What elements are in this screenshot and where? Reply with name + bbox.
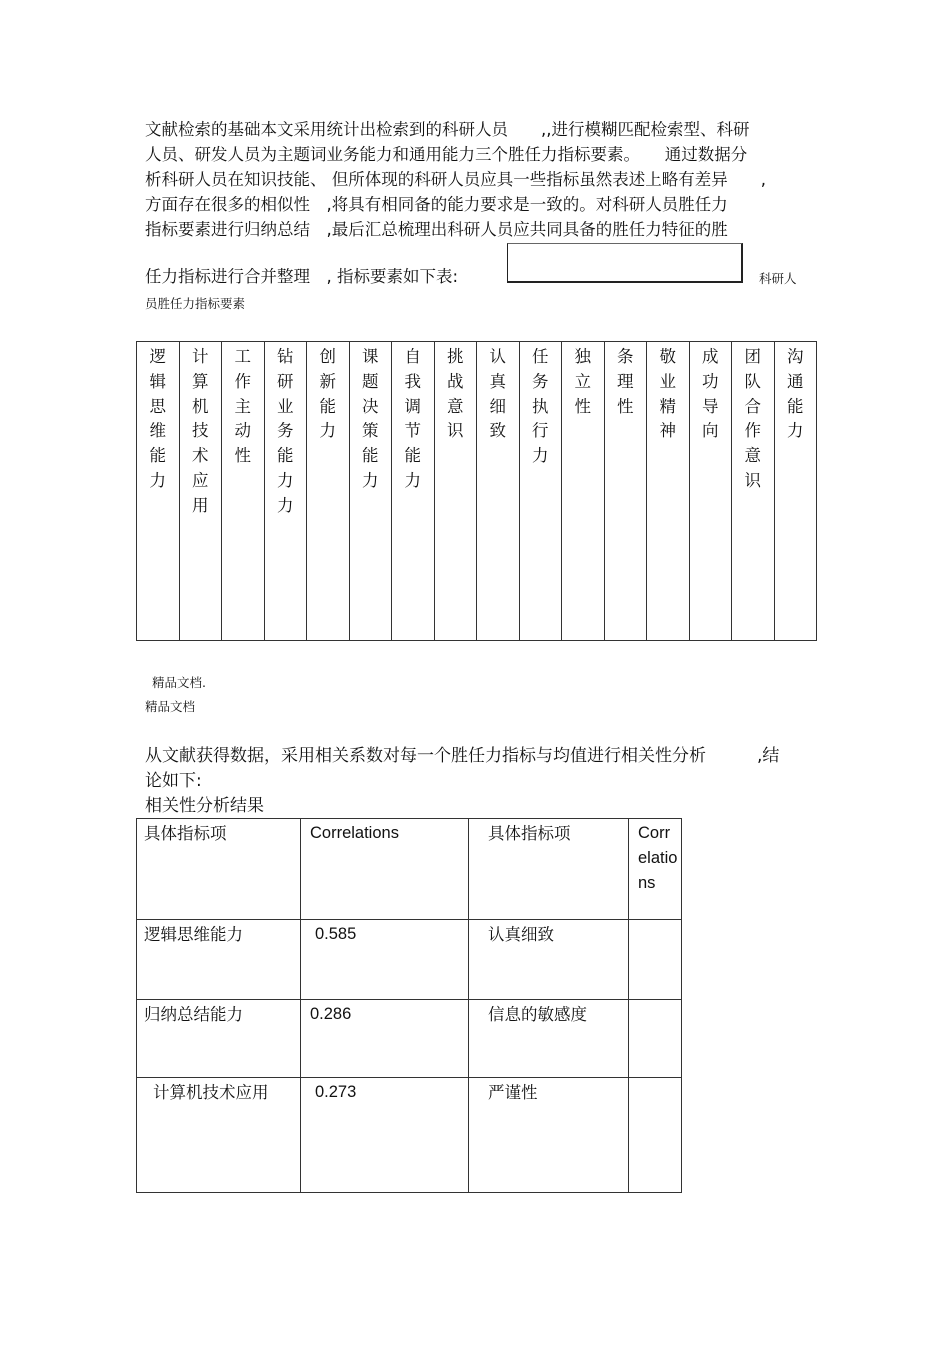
footer-line-1: 精品文档. — [152, 675, 206, 690]
table-cell: 信息的敏感度 — [469, 1000, 629, 1078]
table-cell: 0.585 — [301, 920, 469, 1000]
competency-label: 创新能力 — [319, 347, 336, 441]
competency-cell — [179, 342, 222, 641]
analysis-line-1: 从文献获得数据，采用相关系数对每一个胜任力指标与均值进行相关性分析 ,结 — [145, 746, 780, 766]
table-cell: 逻辑思维能力 — [137, 920, 301, 1000]
competency-label: 计算机技术应用 — [192, 347, 209, 515]
table-cell: 归纳总结能力 — [137, 1000, 301, 1078]
competency-label: 任务执行力 — [532, 347, 549, 466]
competency-cell — [647, 342, 690, 641]
competency-label: 团队合作意识 — [744, 347, 761, 490]
competency-label: 敬业精神 — [659, 347, 676, 441]
table-header-row — [137, 819, 682, 920]
header-cell: 具体指标项 — [137, 819, 301, 920]
intro-line-1: 文献检索的基础本文采用统计出检索到的科研人员 ,,进行模糊匹配检索型、科研 — [145, 120, 750, 139]
intro-line-2: 人员、研发人员为主题词业务能力和通用能力三个胜任力指标要素。 通过数据分 — [145, 145, 748, 164]
competency-label: 沟通能力 — [787, 347, 804, 441]
table-row — [137, 1000, 682, 1078]
competency-cell — [434, 342, 477, 641]
competency-cell — [689, 342, 732, 641]
competency-cell — [519, 342, 562, 641]
analysis-title: 相关性分析结果 — [145, 796, 264, 816]
competency-cell — [732, 342, 775, 641]
intro-line-3: 析科研人员在知识技能、 但所体现的科研人员应具一些指标虽然表述上略有差异 , — [145, 170, 766, 189]
intro-line-6: 任力指标进行合并整理 , 指标要素如下表: — [145, 267, 459, 286]
table-row — [137, 1078, 682, 1193]
intro-line-4: 方面存在很多的相似性 ,将具有相同备的能力要求是一致的。对科研人员胜任力 — [145, 195, 728, 214]
table-cell: 严谨性 — [469, 1078, 629, 1193]
competency-cell — [349, 342, 392, 641]
competency-cell — [264, 342, 307, 641]
competency-cell — [774, 342, 817, 641]
competency-label: 钻研业务能力力 — [277, 347, 294, 515]
table-cell: 计算机技术应用 — [137, 1078, 301, 1193]
analysis-line-2: 论如下: — [145, 771, 202, 791]
competency-cell — [562, 342, 605, 641]
competency-label: 挑战意识 — [447, 347, 464, 441]
header-cell: Correlations — [629, 819, 682, 920]
competency-cell — [477, 342, 520, 641]
blank-box — [507, 243, 743, 283]
table-cell — [629, 920, 682, 1000]
table-cell: 0.286 — [301, 1000, 469, 1078]
competency-cell — [137, 342, 180, 641]
competency-label: 成功导向 — [702, 347, 719, 441]
competency-cell — [392, 342, 435, 641]
table-cell — [629, 1078, 682, 1193]
competency-cell — [307, 342, 350, 641]
table-cell — [629, 1000, 682, 1078]
table-caption-left: 员胜任力指标要素 — [145, 296, 246, 311]
competency-label: 逻辑思维能力 — [149, 347, 166, 490]
table-row — [137, 920, 682, 1000]
competency-table — [136, 341, 817, 641]
competency-label: 认真细致 — [489, 347, 506, 441]
competency-label: 课题决策能力 — [362, 347, 379, 490]
competency-cell — [222, 342, 265, 641]
table-cell: 认真细致 — [469, 920, 629, 1000]
correlation-table — [136, 818, 682, 1193]
header-cell: Correlations — [301, 819, 469, 920]
competency-label: 条理性 — [617, 347, 634, 416]
table-caption-right: 科研人 — [759, 271, 797, 286]
table-cell: 0.273 — [301, 1078, 469, 1193]
competency-label: 工作主动性 — [234, 347, 251, 466]
competency-label: 独立性 — [574, 347, 591, 416]
competency-cell — [604, 342, 647, 641]
table-row — [137, 342, 817, 641]
footer-line-2: 精品文档 — [145, 699, 196, 714]
competency-label: 自我调节能力 — [404, 347, 421, 490]
header-cell: 具体指标项 — [469, 819, 629, 920]
intro-line-5: 指标要素进行归纳总结 ,最后汇总梳理出科研人员应共同具备的胜任力特征的胜 — [145, 220, 728, 239]
